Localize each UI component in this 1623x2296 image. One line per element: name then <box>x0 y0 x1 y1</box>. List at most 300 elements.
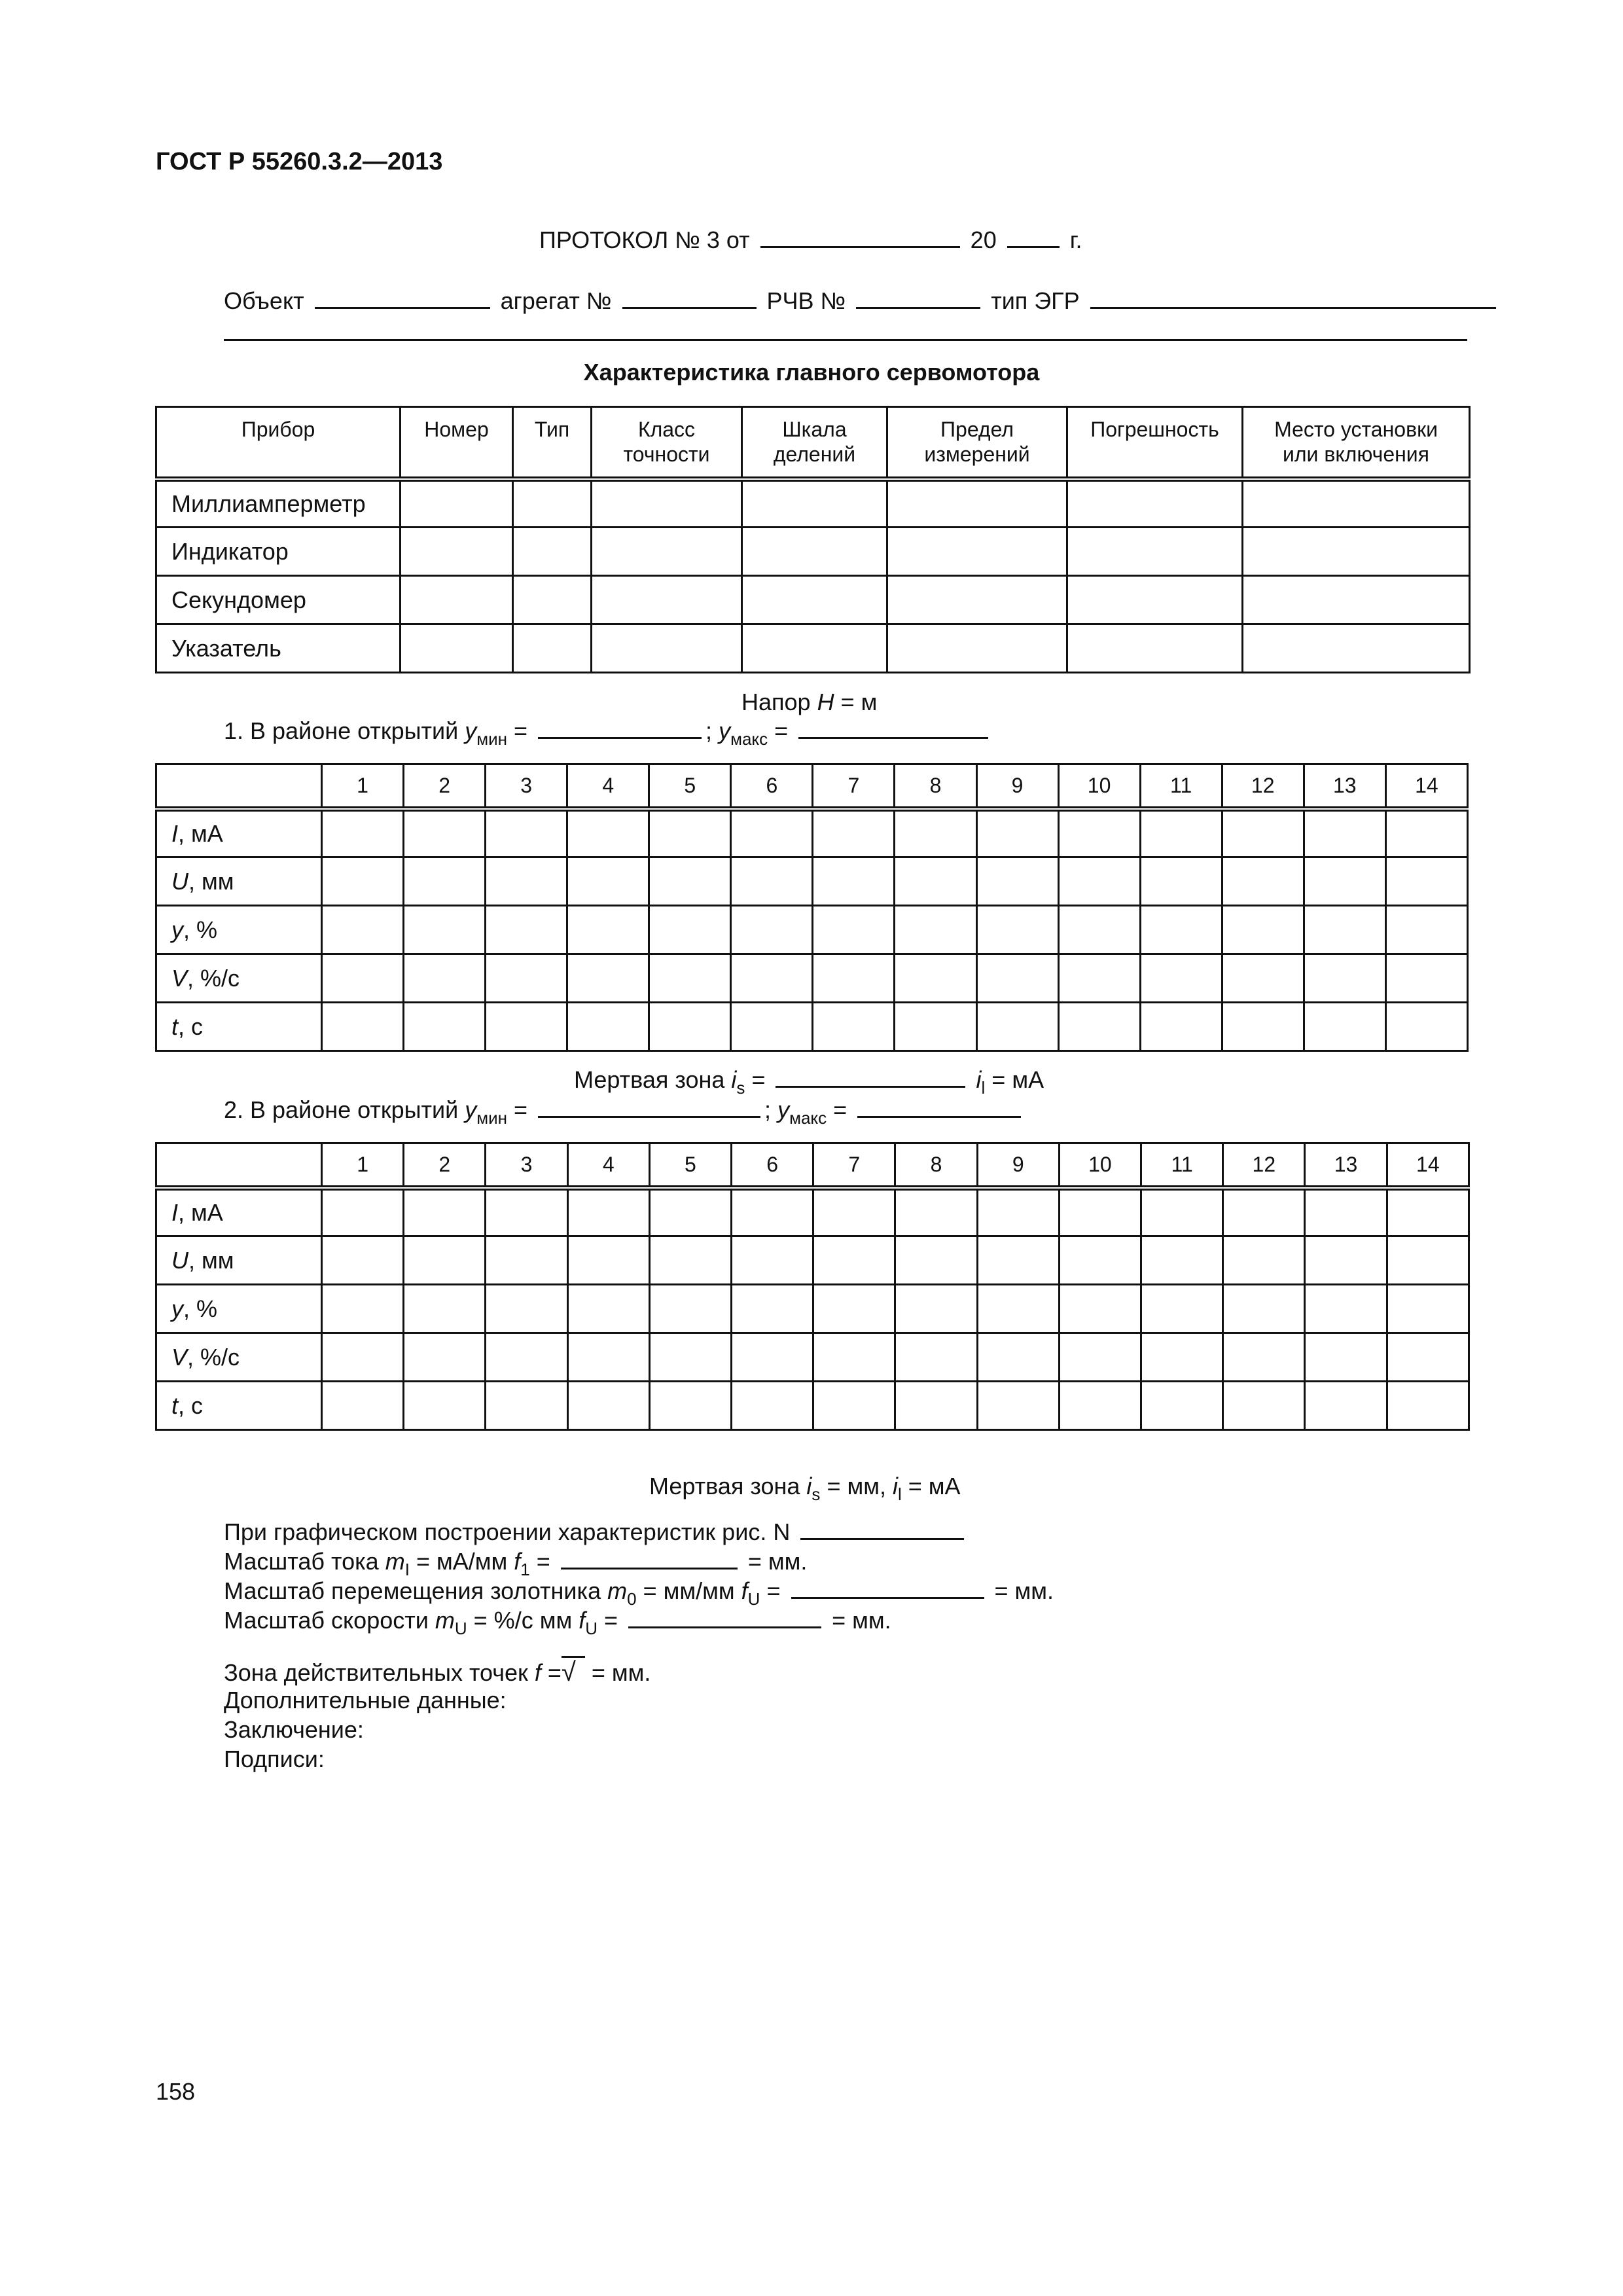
meas-input-cell[interactable] <box>1141 1188 1223 1236</box>
meas-input-cell[interactable] <box>1058 954 1140 1003</box>
meas-input-cell[interactable] <box>486 1285 567 1333</box>
deadzone1-sub-s: s <box>736 1078 745 1098</box>
meas-input-cell[interactable] <box>895 809 976 857</box>
meas-row <box>156 954 1468 1003</box>
meas-row-unit: , мА <box>178 819 223 847</box>
meas-input-cell[interactable] <box>322 1003 404 1051</box>
range2-var-min: y <box>465 1096 477 1123</box>
range1-min-blank[interactable] <box>538 719 702 739</box>
meas-input-cell[interactable] <box>486 1333 567 1382</box>
meas-input-cell[interactable] <box>1304 857 1385 906</box>
meas-column-number: 13 <box>1305 1143 1387 1188</box>
instruments-input-cell[interactable] <box>513 528 592 576</box>
meas-input-cell[interactable] <box>1223 1236 1305 1285</box>
range2-min-blank[interactable] <box>538 1098 760 1118</box>
rchv-label: РЧВ № <box>766 287 846 314</box>
meas-header-row <box>156 764 1468 809</box>
meas-input-cell[interactable] <box>567 954 649 1003</box>
meas-input-cell[interactable] <box>977 1188 1059 1236</box>
meas-input-cell[interactable] <box>1140 809 1222 857</box>
conclusion-line: Заключение: <box>224 1716 364 1743</box>
meas-input-cell[interactable] <box>404 906 486 954</box>
meas-input-cell[interactable] <box>649 1236 731 1285</box>
meas-input-cell[interactable] <box>1304 1003 1385 1051</box>
valve-blank[interactable] <box>791 1579 984 1599</box>
meas-input-cell[interactable] <box>322 857 404 906</box>
meas-input-cell[interactable] <box>895 1188 977 1236</box>
meas-input-cell[interactable] <box>649 1003 731 1051</box>
meas-input-cell[interactable] <box>1305 1333 1387 1382</box>
instruments-input-cell[interactable] <box>592 624 742 673</box>
meas-input-cell[interactable] <box>731 1003 813 1051</box>
meas-input-cell[interactable] <box>404 1285 486 1333</box>
meas-input-cell[interactable] <box>813 857 895 906</box>
meas-input-cell[interactable] <box>895 1236 977 1285</box>
instruments-header-cell: Шкала делений <box>742 407 887 479</box>
deadzone1-label: Мертвая зона <box>574 1066 725 1093</box>
meas-input-cell[interactable] <box>813 954 895 1003</box>
egr-blank[interactable] <box>1090 289 1496 309</box>
range2-eq-min: = <box>514 1096 528 1123</box>
meas-input-cell[interactable] <box>732 1382 813 1430</box>
meas-input-cell[interactable] <box>404 1003 486 1051</box>
instruments-input-cell[interactable] <box>1067 624 1243 673</box>
meas-input-cell[interactable] <box>649 809 731 857</box>
speed-f: f <box>579 1607 586 1634</box>
meas-input-cell[interactable] <box>813 809 895 857</box>
meas-input-cell[interactable] <box>1385 809 1467 857</box>
meas-input-cell[interactable] <box>1222 1003 1304 1051</box>
instruments-input-cell[interactable] <box>513 624 592 673</box>
napor-label: Напор <box>741 689 811 715</box>
meas-input-cell[interactable] <box>322 906 404 954</box>
meas-input-cell[interactable] <box>649 1382 731 1430</box>
meas-input-cell[interactable] <box>813 1382 895 1430</box>
meas-row-var: U <box>171 867 188 895</box>
meas-input-cell[interactable] <box>1140 857 1222 906</box>
meas-input-cell[interactable] <box>486 1236 567 1285</box>
meas-column-number: 9 <box>977 1143 1059 1188</box>
meas-input-cell[interactable] <box>567 857 649 906</box>
meas-corner-cell <box>156 764 322 809</box>
meas-input-cell[interactable] <box>1305 1188 1387 1236</box>
meas-input-cell[interactable] <box>567 1003 649 1051</box>
meas-input-cell[interactable] <box>1141 1333 1223 1382</box>
meas-input-cell[interactable] <box>486 1382 567 1430</box>
protocol-date-blank[interactable] <box>760 228 960 248</box>
instrument-name: Миллиамперметр <box>156 479 401 528</box>
instruments-input-cell[interactable] <box>513 576 592 624</box>
protocol-prefix: ПРОТОКОЛ № 3 от <box>539 226 750 253</box>
meas-input-cell[interactable] <box>1305 1236 1387 1285</box>
meas-input-cell[interactable] <box>1140 906 1222 954</box>
instruments-input-cell[interactable] <box>1067 528 1243 576</box>
meas-input-cell[interactable] <box>322 954 404 1003</box>
meas-input-cell[interactable] <box>731 857 813 906</box>
meas-input-cell[interactable] <box>567 1236 649 1285</box>
meas-row <box>156 857 1468 906</box>
meas-row <box>156 1003 1468 1051</box>
meas-input-cell[interactable] <box>404 857 486 906</box>
instruments-row <box>156 576 1470 624</box>
napor-var: H <box>817 689 834 715</box>
meas-input-cell[interactable] <box>486 954 567 1003</box>
meas-row-unit: , с <box>178 1391 204 1419</box>
graph-blank[interactable] <box>800 1520 964 1540</box>
measurement-table-1 <box>155 763 1469 1052</box>
meas-input-cell[interactable] <box>649 1285 731 1333</box>
instruments-input-cell[interactable] <box>742 624 887 673</box>
meas-row-unit: , мА <box>178 1198 223 1226</box>
meas-input-cell[interactable] <box>1385 1003 1467 1051</box>
range2-max-blank[interactable] <box>857 1098 1021 1118</box>
napor-rest: = м <box>840 689 878 715</box>
meas-input-cell[interactable] <box>1223 1333 1305 1382</box>
meas-input-cell[interactable] <box>1222 809 1304 857</box>
instruments-table <box>155 406 1471 673</box>
current-f: f <box>514 1548 521 1575</box>
meas-input-cell[interactable] <box>813 906 895 954</box>
meas-input-cell[interactable] <box>1304 906 1385 954</box>
meas-input-cell[interactable] <box>486 809 567 857</box>
instruments-row <box>156 479 1470 528</box>
meas-input-cell[interactable] <box>1305 1285 1387 1333</box>
meas-input-cell[interactable] <box>813 1236 895 1285</box>
meas-input-cell[interactable] <box>732 1188 813 1236</box>
instruments-header-cell: Погрешность <box>1067 407 1243 479</box>
current-eq: = <box>536 1548 550 1575</box>
instruments-input-cell[interactable] <box>592 576 742 624</box>
range2-sep: ; <box>764 1096 772 1123</box>
meas-input-cell[interactable] <box>1385 857 1467 906</box>
meas-input-cell[interactable] <box>895 1382 977 1430</box>
speed-label: Масштаб скорости <box>224 1607 429 1634</box>
instruments-input-cell[interactable] <box>887 624 1067 673</box>
deadzone2-var-l: i <box>892 1473 898 1499</box>
instruments-input-cell[interactable] <box>887 576 1067 624</box>
instruments-header-cell: Номер <box>401 407 513 479</box>
meas-input-cell[interactable] <box>567 1285 649 1333</box>
meas-input-cell[interactable] <box>1222 954 1304 1003</box>
meas-input-cell[interactable] <box>731 906 813 954</box>
meas-input-cell[interactable] <box>1304 809 1385 857</box>
meas-input-cell[interactable] <box>1222 857 1304 906</box>
meas-input-cell[interactable] <box>1140 954 1222 1003</box>
meas-input-cell[interactable] <box>813 1188 895 1236</box>
range1-prefix: 1. В районе открытий <box>224 717 459 744</box>
instruments-input-cell[interactable] <box>401 528 513 576</box>
meas-input-cell[interactable] <box>322 1285 404 1333</box>
instruments-header-cell: Прибор <box>156 407 401 479</box>
valve-end: = мм. <box>994 1577 1054 1604</box>
current-sub: I <box>404 1560 410 1579</box>
range1-var-max: y <box>719 717 731 744</box>
meas-row-unit: , % <box>183 1295 218 1322</box>
deadzone1-tail: = мА <box>991 1066 1044 1093</box>
meas-input-cell[interactable] <box>1304 954 1385 1003</box>
meas-row <box>156 1333 1469 1382</box>
meas-row-var: t <box>171 1013 179 1040</box>
deadzone1-var-s: i <box>731 1066 737 1093</box>
meas-column-number: 12 <box>1223 1143 1305 1188</box>
meas-row-var: V <box>171 1343 188 1371</box>
instruments-input-cell[interactable] <box>592 479 742 528</box>
meas-input-cell[interactable] <box>895 1285 977 1333</box>
meas-row-label <box>156 1236 322 1285</box>
current-end: = мм. <box>747 1548 808 1575</box>
meas-column-number: 6 <box>732 1143 813 1188</box>
meas-header-row <box>156 1143 1469 1188</box>
section-title: Характеристика главного сервомотора <box>583 359 1040 386</box>
range1-sub-max: макс <box>730 729 768 749</box>
meas-input-cell[interactable] <box>322 1382 404 1430</box>
meas-input-cell[interactable] <box>1059 1285 1141 1333</box>
instruments-input-cell[interactable] <box>513 479 592 528</box>
meas-input-cell[interactable] <box>1387 1285 1469 1333</box>
deadzone1-sub-l: l <box>981 1078 986 1098</box>
meas-input-cell[interactable] <box>1059 1188 1141 1236</box>
speed-unit: = %/с мм <box>473 1607 573 1634</box>
meas-input-cell[interactable] <box>895 1333 977 1382</box>
range1-sub-min: мин <box>476 729 507 749</box>
current-scale-line <box>224 1547 1054 1579</box>
instruments-header-cell: Тип <box>513 407 592 479</box>
meas-input-cell[interactable] <box>1140 1003 1222 1051</box>
object-blank[interactable] <box>315 289 490 309</box>
meas-input-cell[interactable] <box>895 954 976 1003</box>
meas-input-cell[interactable] <box>404 1382 486 1430</box>
instruments-input-cell[interactable] <box>401 624 513 673</box>
meas-input-cell[interactable] <box>732 1333 813 1382</box>
instruments-input-cell[interactable] <box>1243 624 1470 673</box>
meas-column-number: 11 <box>1141 1143 1223 1188</box>
meas-input-cell[interactable] <box>731 809 813 857</box>
meas-input-cell[interactable] <box>813 1003 895 1051</box>
meas-input-cell[interactable] <box>1222 906 1304 954</box>
instruments-input-cell[interactable] <box>1243 528 1470 576</box>
meas-input-cell[interactable] <box>895 906 976 954</box>
protocol-year-prefix: 20 <box>970 226 997 253</box>
meas-row-label <box>156 906 322 954</box>
meas-body <box>156 1143 1469 1430</box>
meas-input-cell[interactable] <box>404 1188 486 1236</box>
meas-input-cell[interactable] <box>732 1236 813 1285</box>
meas-input-cell[interactable] <box>567 809 649 857</box>
meas-input-cell[interactable] <box>1387 1333 1469 1382</box>
meas-input-cell[interactable] <box>567 1188 649 1236</box>
unit-blank[interactable] <box>622 289 757 309</box>
deadzone2-tail: = мА <box>908 1473 961 1499</box>
meas-row-label <box>156 1382 322 1430</box>
meas-input-cell[interactable] <box>1387 1188 1469 1236</box>
meas-column-number: 1 <box>322 764 404 809</box>
instruments-input-cell[interactable] <box>1243 576 1470 624</box>
meas-input-cell[interactable] <box>1387 1382 1469 1430</box>
deadzone2-line <box>649 1471 961 1504</box>
meas-input-cell[interactable] <box>322 1333 404 1382</box>
meas-input-cell[interactable] <box>1141 1382 1223 1430</box>
meas-row-unit: , %/с <box>187 964 240 992</box>
meas-input-cell[interactable] <box>1058 906 1140 954</box>
meas-input-cell[interactable] <box>649 906 731 954</box>
meas-row-label <box>156 954 322 1003</box>
meas-row-var: I <box>171 1198 179 1226</box>
protocol-year-suffix: г. <box>1069 226 1082 253</box>
range2-line <box>224 1095 1025 1128</box>
meas-column-number: 7 <box>813 1143 895 1188</box>
object-continuation-line[interactable] <box>224 339 1467 341</box>
meas-input-cell[interactable] <box>322 809 404 857</box>
meas-input-cell[interactable] <box>404 809 486 857</box>
speed-fsub: U <box>585 1619 598 1638</box>
meas-input-cell[interactable] <box>977 1382 1059 1430</box>
meas-input-cell[interactable] <box>649 1188 731 1236</box>
valve-var: m <box>607 1577 628 1604</box>
meas-input-cell[interactable] <box>1058 1003 1140 1051</box>
meas-column-number: 12 <box>1222 764 1304 809</box>
meas-input-cell[interactable] <box>1141 1285 1223 1333</box>
doc-code: ГОСТ Р 55260.3.2—2013 <box>156 148 443 175</box>
meas-input-cell[interactable] <box>649 954 731 1003</box>
meas-input-cell[interactable] <box>976 857 1058 906</box>
meas-input-cell[interactable] <box>567 1333 649 1382</box>
meas-input-cell[interactable] <box>977 1333 1059 1382</box>
meas-input-cell[interactable] <box>567 1382 649 1430</box>
range1-max-blank[interactable] <box>798 719 988 739</box>
instrument-name: Указатель <box>156 624 401 673</box>
current-blank[interactable] <box>561 1549 738 1570</box>
instruments-input-cell[interactable] <box>401 479 513 528</box>
meas-input-cell[interactable] <box>1141 1236 1223 1285</box>
zone-end: = мм. <box>591 1659 651 1686</box>
instruments-row <box>156 624 1470 673</box>
meas-input-cell[interactable] <box>977 1236 1059 1285</box>
valve-eq: = <box>766 1577 781 1604</box>
meas-row <box>156 1285 1469 1333</box>
meas-input-cell[interactable] <box>1059 1333 1141 1382</box>
sqrt-icon: √ <box>562 1656 585 1687</box>
meas-input-cell[interactable] <box>1385 906 1467 954</box>
valve-sub: 0 <box>627 1589 637 1609</box>
meas-row-var: y <box>171 916 183 943</box>
instruments-input-cell[interactable] <box>401 576 513 624</box>
instruments-input-cell[interactable] <box>592 528 742 576</box>
instruments-input-cell[interactable] <box>1067 576 1243 624</box>
meas-input-cell[interactable] <box>486 1003 567 1051</box>
speed-var: m <box>435 1607 455 1634</box>
meas-input-cell[interactable] <box>732 1285 813 1333</box>
meas-input-cell[interactable] <box>1223 1188 1305 1236</box>
rchv-blank[interactable] <box>856 289 980 309</box>
meas-input-cell[interactable] <box>486 857 567 906</box>
meas-input-cell[interactable] <box>976 906 1058 954</box>
range1-var-min: y <box>465 717 477 744</box>
meas-input-cell[interactable] <box>813 1333 895 1382</box>
meas-input-cell[interactable] <box>1223 1382 1305 1430</box>
instruments-input-cell[interactable] <box>1243 479 1470 528</box>
instruments-input-cell[interactable] <box>742 576 887 624</box>
meas-input-cell[interactable] <box>404 1236 486 1285</box>
instruments-input-cell[interactable] <box>742 479 887 528</box>
measurement-table-2 <box>155 1142 1470 1431</box>
graph-line <box>224 1517 1054 1547</box>
meas-input-cell[interactable] <box>404 954 486 1003</box>
object-label: Объект <box>224 287 304 314</box>
meas-input-cell[interactable] <box>567 906 649 954</box>
valve-label: Масштаб перемещения золотника <box>224 1577 601 1604</box>
meas-input-cell[interactable] <box>1385 954 1467 1003</box>
range1-line <box>224 716 992 749</box>
meas-input-cell[interactable] <box>977 1285 1059 1333</box>
meas-input-cell[interactable] <box>895 1003 976 1051</box>
meas-input-cell[interactable] <box>649 1333 731 1382</box>
meas-input-cell[interactable] <box>1305 1382 1387 1430</box>
meas-input-cell[interactable] <box>404 1333 486 1382</box>
deadzone2-label: Мертвая зона <box>649 1473 800 1499</box>
meas-input-cell[interactable] <box>1387 1236 1469 1285</box>
page-number: 158 <box>156 2078 196 2105</box>
instruments-input-cell[interactable] <box>742 528 887 576</box>
range2-var-max: y <box>777 1096 790 1123</box>
meas-row-unit: , % <box>183 916 218 943</box>
meas-input-cell[interactable] <box>976 954 1058 1003</box>
meas-input-cell[interactable] <box>322 1236 404 1285</box>
meas-input-cell[interactable] <box>649 857 731 906</box>
meas-input-cell[interactable] <box>1058 857 1140 906</box>
deadzone1-blank[interactable] <box>776 1067 965 1088</box>
meas-input-cell[interactable] <box>1058 809 1140 857</box>
speed-blank[interactable] <box>628 1608 821 1628</box>
deadzone2-sub-s: s <box>812 1484 821 1504</box>
meas-row-label <box>156 1333 322 1382</box>
meas-row-label <box>156 1188 322 1236</box>
valve-unit: = мм/мм <box>643 1577 735 1604</box>
meas-row <box>156 906 1468 954</box>
meas-input-cell[interactable] <box>976 1003 1058 1051</box>
zone-eq: = <box>547 1659 562 1686</box>
protocol-line <box>539 225 1082 255</box>
signatures-line: Подписи: <box>224 1746 325 1772</box>
meas-corner-cell <box>156 1143 322 1188</box>
meas-column-number: 8 <box>895 1143 977 1188</box>
extra-line: Дополнительные данные: <box>224 1687 507 1713</box>
instruments-input-cell[interactable] <box>1067 479 1243 528</box>
meas-input-cell[interactable] <box>731 954 813 1003</box>
meas-row-label <box>156 1285 322 1333</box>
meas-input-cell[interactable] <box>486 906 567 954</box>
valve-f: f <box>741 1577 748 1604</box>
instruments-input-cell[interactable] <box>887 479 1067 528</box>
meas-column-number: 7 <box>813 764 895 809</box>
meas-row <box>156 1236 1469 1285</box>
protocol-year-blank[interactable] <box>1007 228 1060 248</box>
meas-input-cell[interactable] <box>486 1188 567 1236</box>
instruments-input-cell[interactable] <box>887 528 1067 576</box>
meas-input-cell[interactable] <box>1059 1236 1141 1285</box>
meas-input-cell[interactable] <box>1223 1285 1305 1333</box>
meas-input-cell[interactable] <box>1059 1382 1141 1430</box>
meas-column-number: 4 <box>567 764 649 809</box>
meas-column-number: 8 <box>895 764 976 809</box>
meas-row <box>156 1188 1469 1236</box>
meas-input-cell[interactable] <box>813 1285 895 1333</box>
range2-eq-max: = <box>833 1096 847 1123</box>
meas-input-cell[interactable] <box>895 857 976 906</box>
meas-column-number: 3 <box>486 764 567 809</box>
meas-input-cell[interactable] <box>322 1188 404 1236</box>
meas-input-cell[interactable] <box>976 809 1058 857</box>
range1-eq-min: = <box>514 717 528 744</box>
